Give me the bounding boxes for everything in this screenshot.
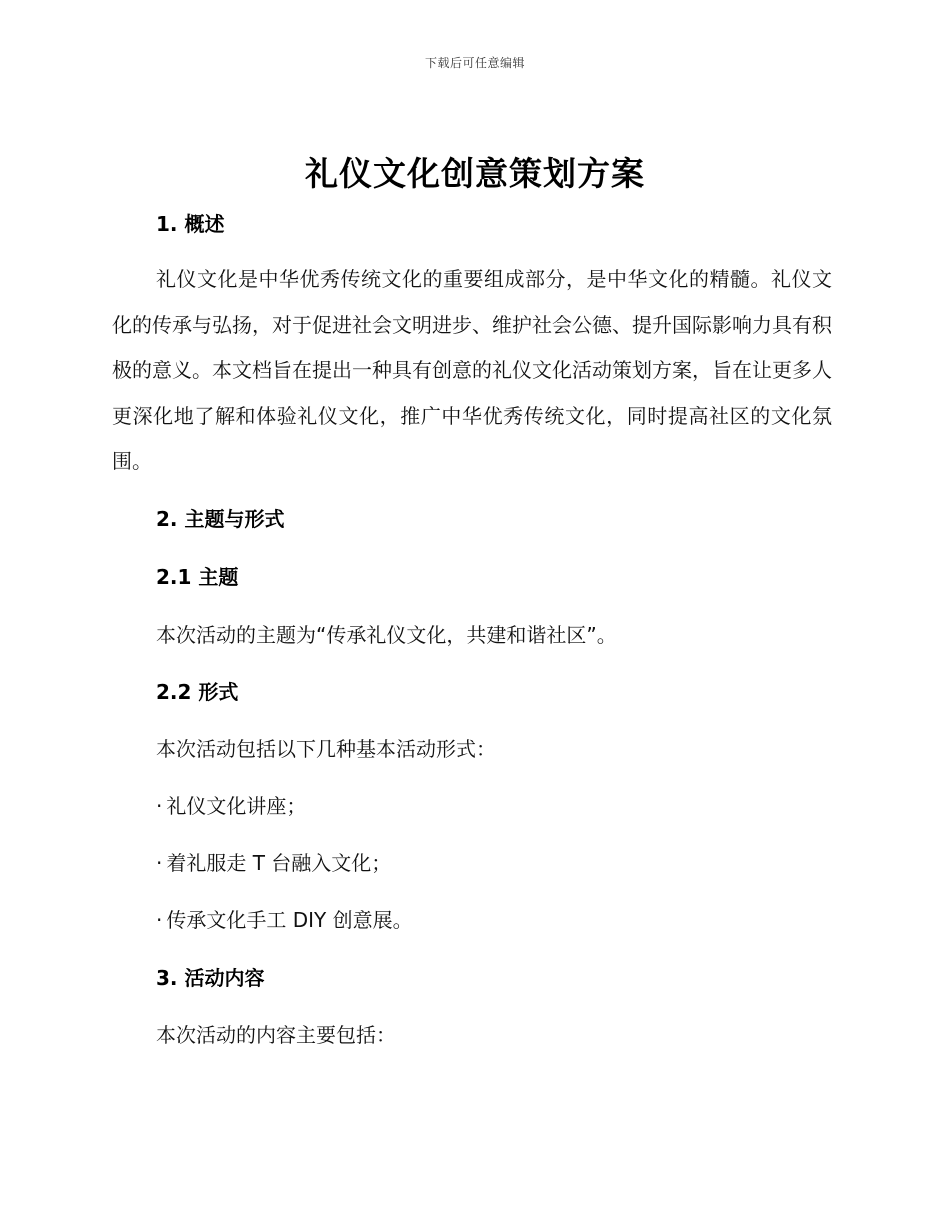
bullet-mark: · bbox=[156, 908, 163, 932]
subsection-heading-theme: 2.1 主题 bbox=[156, 565, 239, 589]
list-item bbox=[156, 790, 306, 819]
section-heading-overview: 1. 概述 bbox=[156, 212, 225, 236]
form-intro-text: 本次活动包括以下几种基本活动形式： bbox=[156, 737, 496, 761]
bullet-mark: · bbox=[156, 794, 163, 818]
content-intro-text: 本次活动的内容主要包括： bbox=[156, 1023, 396, 1047]
subsection-heading-form: 2.2 形式 bbox=[156, 680, 239, 704]
page-header-note: 下载后可任意编辑 bbox=[424, 56, 525, 70]
document-title: 礼仪文化创意策划方案 bbox=[305, 154, 645, 193]
section-heading-theme-form: 2. 主题与形式 bbox=[156, 507, 285, 531]
list-item bbox=[156, 847, 391, 876]
overview-paragraph: 礼仪文化是中华优秀传统文化的重要组成部分，是中华文化的精髓。礼仪文化的传承与弘扬，对于促进社会文明进步、维护社会公德、提升国际影响力具有积极的意义。本文档旨在提出一种具有创意的礼仪文化活动策划方案，旨在让更多人更深化地了解和体验礼仪文化，推广中华优秀传统文化，同时提高社区的文化氛围。 bbox=[112, 267, 832, 473]
theme-text: 本次活动的主题为“传承礼仪文化，共建和谐社区”。 bbox=[156, 623, 617, 647]
bullet-mark: · bbox=[156, 851, 163, 875]
list-item-text: 礼仪文化讲座； bbox=[166, 794, 307, 818]
list-item-text: 着礼服走 T 台融入文化； bbox=[166, 851, 392, 875]
section-heading-content: 3. 活动内容 bbox=[156, 966, 265, 990]
list-item bbox=[156, 904, 413, 933]
list-item-text: 传承文化手工 DIY 创意展。 bbox=[166, 908, 413, 932]
